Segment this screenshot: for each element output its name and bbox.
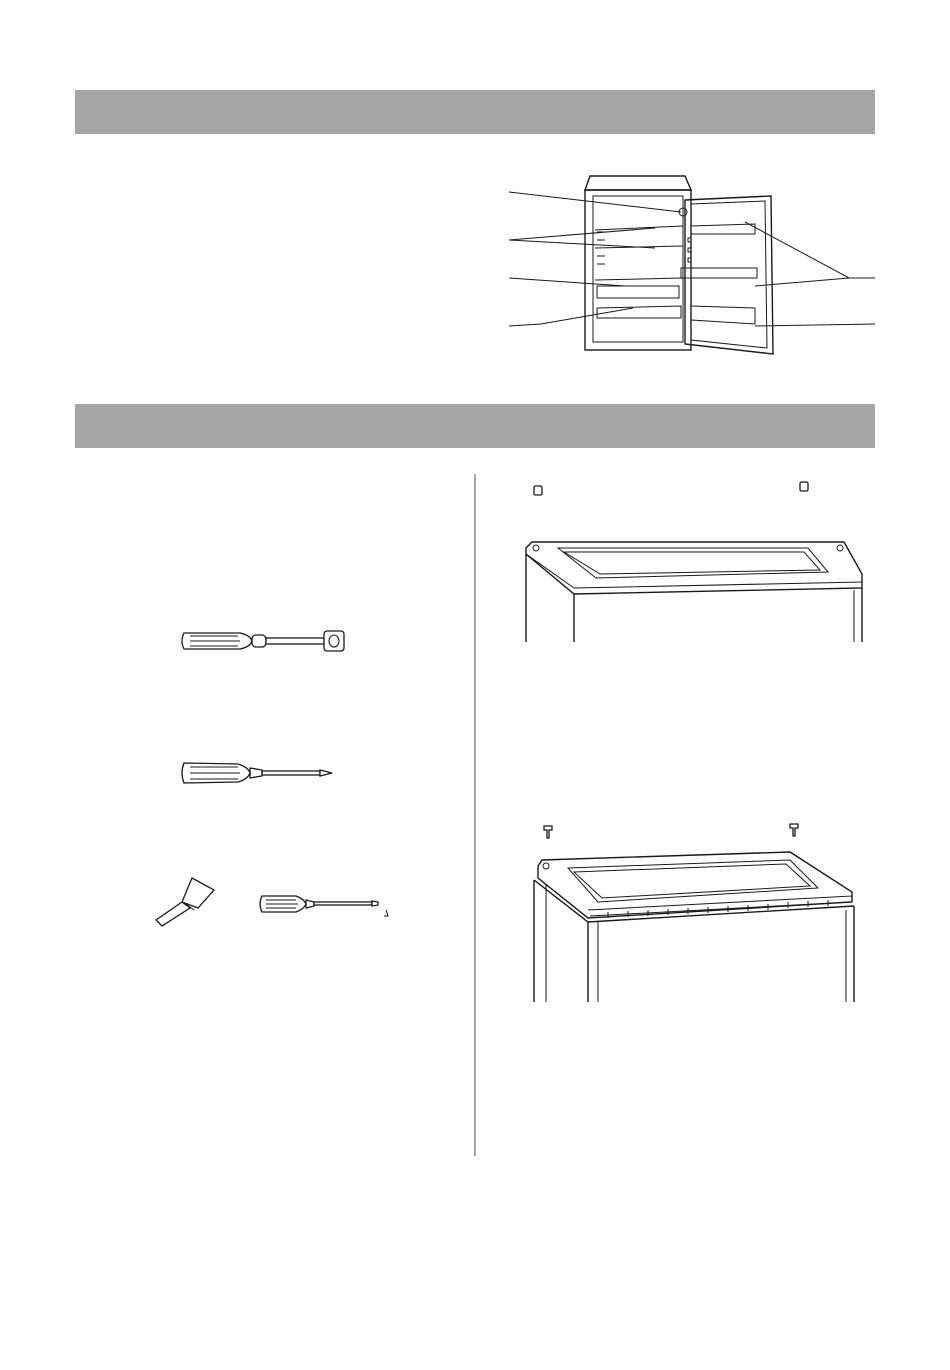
hinge-cap-right-icon [800, 482, 808, 491]
screw-left-icon [544, 826, 552, 838]
section-header-bar-1 [75, 90, 875, 134]
phillips-screwdriver-icon [180, 758, 336, 788]
screw-right-icon [790, 824, 798, 836]
section-header-bar-2 [75, 404, 875, 448]
hinge-caps-step-diagram [518, 478, 868, 646]
column-divider [474, 474, 476, 1156]
top-screws-step-diagram [528, 822, 860, 1004]
hinge-cap-left-icon [534, 486, 542, 495]
socket-screwdriver-icon [180, 626, 348, 656]
flat-screwdriver-icon [258, 890, 392, 920]
fridge-overview-diagram [505, 168, 877, 358]
putty-knife-icon [152, 872, 222, 930]
